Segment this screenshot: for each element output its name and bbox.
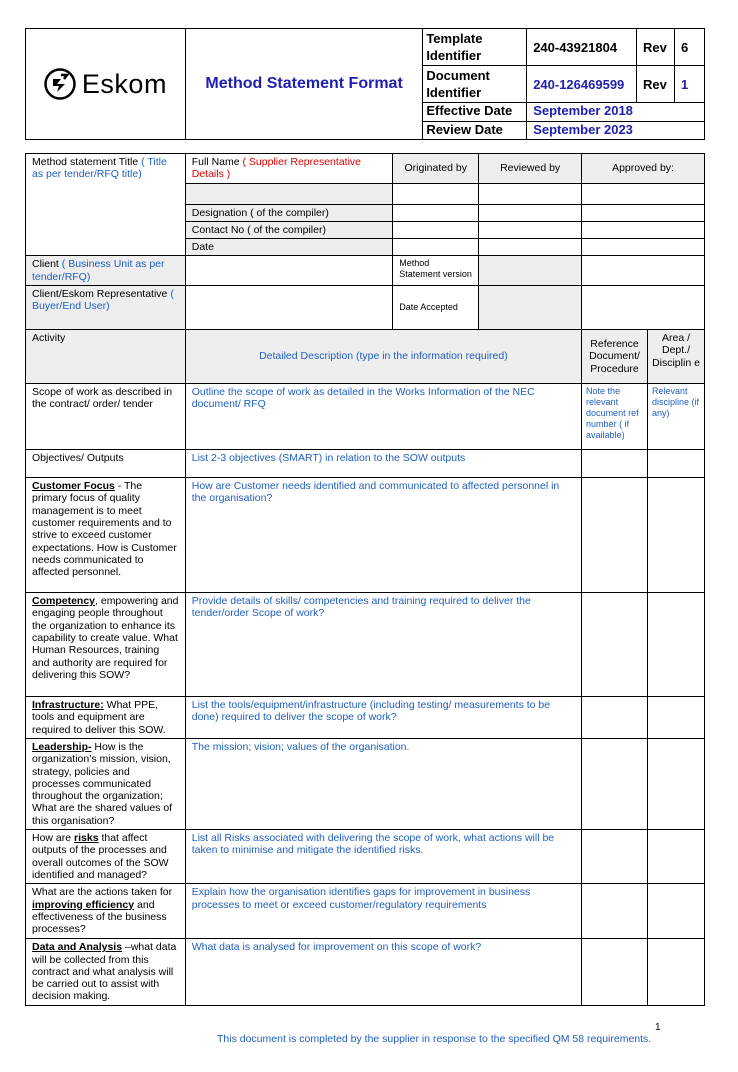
eskom-logo bbox=[26, 68, 185, 100]
method-version-label: Method Statement version bbox=[393, 256, 479, 286]
reference-cell[interactable] bbox=[582, 593, 648, 697]
document-identifier-value: 240-126469599 bbox=[527, 66, 637, 103]
template-identifier-label: Template Identifier bbox=[423, 29, 527, 66]
description-header: Detailed Description (type in the information required) bbox=[185, 330, 581, 384]
table-row bbox=[26, 384, 705, 450]
logo-wordmark: Eskom bbox=[81, 68, 167, 99]
client-cell bbox=[26, 256, 186, 286]
activity-cell bbox=[26, 593, 186, 697]
description-cell[interactable]: How are Customer needs identified and communicated to affected personnel in the organisation? bbox=[185, 478, 581, 593]
reference-cell[interactable] bbox=[582, 884, 648, 939]
activity-cell bbox=[26, 738, 186, 829]
effective-date-label: Effective Date bbox=[423, 103, 527, 122]
document-header bbox=[25, 28, 705, 140]
review-date-label: Review Date bbox=[423, 122, 527, 140]
activity-cell bbox=[26, 450, 186, 478]
activity-text: What are the actions taken for bbox=[32, 886, 173, 899]
designation-label: Designation ( of the compiler) bbox=[185, 204, 393, 221]
originated-by-header: Originated by bbox=[393, 154, 479, 184]
area-cell[interactable] bbox=[648, 593, 705, 697]
date-accepted-blank bbox=[582, 286, 705, 330]
area-cell[interactable] bbox=[648, 738, 705, 829]
table-row bbox=[26, 478, 705, 593]
activity-text: How are bbox=[32, 832, 75, 845]
date-accepted-label: Date Accepted bbox=[393, 286, 479, 330]
method-title-hint: ( Title as per tender/RFQ title) bbox=[32, 156, 167, 181]
approved-name[interactable] bbox=[582, 183, 705, 204]
table-row bbox=[26, 738, 705, 829]
reviewed-date[interactable] bbox=[479, 239, 582, 256]
activity-text: - The primary focus of quality management is to meet customer requirements and to strive to exceed customer expectations. How is Customer needs communicated to affected personnel. bbox=[32, 480, 177, 579]
representative-input[interactable] bbox=[185, 286, 393, 330]
activity-cell bbox=[26, 478, 186, 593]
review-date-value: September 2023 bbox=[527, 122, 705, 140]
table-row bbox=[26, 884, 705, 939]
description-cell[interactable]: The mission; vision; values of the organisation. bbox=[185, 738, 581, 829]
approved-designation[interactable] bbox=[582, 204, 705, 221]
activity-cell bbox=[26, 884, 186, 939]
area-cell[interactable]: Relevant discipline (if any) bbox=[648, 384, 705, 450]
document-identifier-label: Document Identifier bbox=[423, 66, 527, 103]
activity-text: that affect outputs of the processes and overall outcomes of the SOW identified and managed? bbox=[32, 832, 169, 881]
contact-no-label: Contact No ( of the compiler) bbox=[185, 221, 393, 238]
date-accepted-input[interactable] bbox=[479, 286, 582, 330]
template-rev-value: 6 bbox=[675, 29, 705, 66]
activity-text: Objectives/ Outputs bbox=[32, 452, 124, 465]
area-cell[interactable] bbox=[648, 939, 705, 1005]
activity-text: –what data will be collected from this contract and what analysis will be carried out to assist with decision making. bbox=[32, 941, 177, 1003]
originated-contact[interactable] bbox=[393, 221, 479, 238]
activity-cell bbox=[26, 939, 186, 1005]
activity-cell bbox=[26, 830, 186, 884]
activity-keyword: risks bbox=[74, 832, 99, 845]
method-statement-table bbox=[25, 153, 705, 1006]
client-input[interactable] bbox=[185, 256, 393, 286]
activity-keyword: improving efficiency bbox=[32, 898, 135, 911]
reference-cell[interactable] bbox=[582, 738, 648, 829]
activity-keyword: Leadership- bbox=[32, 740, 92, 753]
activity-text: and effectiveness of the business processes? bbox=[32, 898, 167, 936]
representative-label: Client/Eskom Representative bbox=[32, 288, 168, 301]
reference-cell[interactable]: Note the relevant document ref number ( if available) bbox=[582, 384, 648, 450]
approved-contact[interactable] bbox=[582, 221, 705, 238]
reference-header: Reference Document/ Procedure bbox=[582, 330, 648, 384]
table-row bbox=[26, 939, 705, 1005]
approved-date[interactable] bbox=[582, 239, 705, 256]
activity-text: How is the organization’s mission, vision, strategy, policies and processes communicated throughout the organization; What are the shared values of this organisation? bbox=[32, 740, 173, 827]
reviewed-name[interactable] bbox=[479, 183, 582, 204]
method-title-cell bbox=[26, 154, 186, 256]
client-hint: ( Business Unit as per tender/RFQ) bbox=[32, 258, 165, 283]
footer-note: This document is completed by the supplier in response to the specified QM 58 requirements. bbox=[217, 1033, 652, 1045]
area-cell[interactable] bbox=[648, 830, 705, 884]
table-row bbox=[26, 593, 705, 697]
document-title: Method Statement Format bbox=[185, 29, 422, 140]
activity-text: , empowering and engaging people throughout the organization to enhance its capability to create value. What Human Resources, training and authority are required for delivering this SOW? bbox=[32, 595, 179, 681]
area-cell[interactable] bbox=[648, 697, 705, 739]
description-cell[interactable]: What data is analysed for improvement on this scope of work? bbox=[185, 939, 581, 1005]
area-header: Area / Dept./ Disciplin e bbox=[648, 330, 705, 384]
client-label: Client bbox=[32, 258, 59, 271]
reference-cell[interactable] bbox=[582, 478, 648, 593]
document-rev-label: Rev bbox=[637, 66, 675, 103]
full-name-input[interactable] bbox=[185, 183, 393, 204]
template-rev-label: Rev bbox=[637, 29, 675, 66]
full-name-label: Full Name bbox=[191, 156, 240, 168]
description-cell[interactable]: List all Risks associated with delivering the scope of work, what actions will be taken to minimise and mitigate the identified risks. bbox=[185, 830, 581, 884]
activity-keyword: Infrastructure: bbox=[32, 699, 104, 712]
eskom-logo-icon bbox=[44, 68, 76, 100]
full-name-cell[interactable] bbox=[185, 154, 393, 184]
description-cell[interactable]: Provide details of skills/ competencies and training required to deliver the tender/order Scope of work? bbox=[185, 593, 581, 697]
area-cell[interactable] bbox=[648, 884, 705, 939]
template-identifier-value: 240-43921804 bbox=[527, 29, 637, 66]
reference-cell[interactable] bbox=[582, 830, 648, 884]
area-cell[interactable] bbox=[648, 478, 705, 593]
reviewed-by-header: Reviewed by bbox=[479, 154, 582, 184]
activity-cell bbox=[26, 697, 186, 739]
method-version-input[interactable] bbox=[479, 256, 582, 286]
activity-keyword: Customer Focus bbox=[32, 480, 115, 493]
table-row bbox=[26, 697, 705, 739]
activity-header: Activity bbox=[26, 330, 186, 384]
method-version-blank bbox=[582, 256, 705, 286]
area-cell[interactable] bbox=[648, 450, 705, 478]
reviewed-designation[interactable] bbox=[479, 204, 582, 221]
full-name-hint: ( Supplier Representative Details ) bbox=[191, 156, 361, 181]
table-row bbox=[26, 830, 705, 884]
activity-text: What PPE, tools and equipment are required to deliver this SOW. bbox=[32, 699, 166, 736]
originated-date[interactable] bbox=[393, 239, 479, 256]
reviewed-contact[interactable] bbox=[479, 221, 582, 238]
activity-keyword: Data and Analysis bbox=[32, 941, 123, 954]
document-rev-value: 1 bbox=[675, 66, 705, 103]
reference-cell[interactable] bbox=[582, 697, 648, 739]
description-cell[interactable]: Outline the scope of work as detailed in the Works Information of the NEC document/ RFQ bbox=[185, 384, 581, 450]
approved-by-header: Approved by: bbox=[582, 154, 705, 184]
effective-date-value: September 2018 bbox=[527, 103, 705, 122]
originated-name[interactable] bbox=[393, 183, 479, 204]
activity-cell bbox=[26, 384, 186, 450]
date-label: Date bbox=[185, 239, 393, 256]
logo-cell bbox=[26, 29, 186, 140]
description-cell[interactable]: List 2-3 objectives (SMART) in relation to the SOW outputs bbox=[185, 450, 581, 478]
representative-cell bbox=[26, 286, 186, 330]
page-number: 1 bbox=[655, 1022, 661, 1033]
description-cell[interactable]: Explain how the organisation identifies gaps for improvement in business processes to meet or exceed customer/regulatory requirements bbox=[185, 884, 581, 939]
activity-keyword: Competency bbox=[32, 595, 96, 608]
table-row bbox=[26, 450, 705, 478]
representative-hint: ( Buyer/End User) bbox=[32, 288, 174, 313]
reference-cell[interactable] bbox=[582, 450, 648, 478]
originated-designation[interactable] bbox=[393, 204, 479, 221]
activity-text: Scope of work as described in the contract/ order/ tender bbox=[32, 386, 173, 411]
method-title-label: Method statement Title bbox=[32, 156, 139, 168]
reference-cell[interactable] bbox=[582, 939, 648, 1005]
description-cell[interactable]: List the tools/equipment/infrastructure (including testing/ measurements to be done) required to deliver the scope of work? bbox=[185, 697, 581, 739]
